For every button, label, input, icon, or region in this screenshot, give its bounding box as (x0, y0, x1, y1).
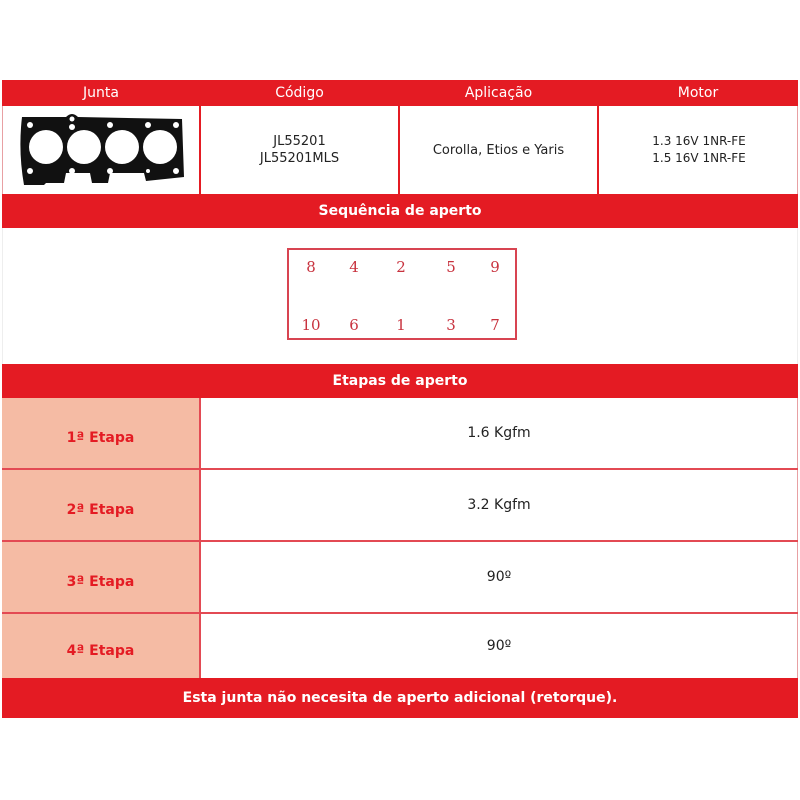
engine-cell (599, 106, 799, 194)
column-header-junta: Junta (83, 85, 119, 101)
gasket-spec-sheet (2, 80, 798, 718)
sequence-number: 7 (490, 316, 500, 334)
stage-value: 1.6 Kgfm (201, 398, 798, 468)
sequence-title-band: Sequência de aperto (2, 194, 798, 228)
stage-label: 2ª Etapa (2, 470, 201, 540)
stage-value: 3.2 Kgfm (201, 470, 798, 540)
stage-label: 4ª Etapa (2, 614, 201, 678)
stage-value: 90º (201, 614, 798, 678)
stage-value: 90º (201, 542, 798, 612)
engine-2: 1.5 16V 1NR-FE (652, 151, 746, 165)
product-row (2, 106, 798, 194)
code-cell (201, 106, 400, 194)
sequence-number: 10 (301, 316, 321, 334)
stage-row (2, 398, 798, 470)
gasket-image-cell (3, 106, 201, 194)
sequence-number: 2 (396, 258, 406, 276)
tightening-sequence-diagram (287, 248, 517, 340)
sequence-number: 3 (446, 316, 456, 334)
sequence-number: 1 (396, 316, 406, 334)
stage-row (2, 470, 798, 542)
column-header-motor: Motor (677, 85, 719, 101)
code-mls: JL55201MLS (259, 151, 340, 166)
code-primary: JL55201 (273, 134, 326, 149)
engine-1: 1.3 16V 1NR-FE (652, 134, 746, 148)
sequence-number: 8 (306, 258, 316, 276)
stage-row (2, 614, 798, 678)
column-header-codigo: Código (275, 85, 324, 101)
sequence-number: 6 (349, 316, 359, 334)
stage-row (2, 542, 798, 614)
sequence-number: 9 (490, 258, 500, 276)
head-gasket-image (16, 111, 186, 189)
retorque-note: Esta junta não necesita de aperto adicional (retorque). (2, 678, 798, 718)
column-header-aplicacao: Aplicação (464, 85, 533, 101)
stages-title-band: Etapas de aperto (2, 364, 798, 398)
table-header (2, 80, 798, 106)
stage-label: 3ª Etapa (2, 542, 201, 612)
sequence-number: 4 (349, 258, 359, 276)
application-cell: Corolla, Etios e Yaris (400, 106, 599, 194)
sequence-area (2, 228, 798, 364)
sequence-number: 5 (446, 258, 456, 276)
stage-label: 1ª Etapa (2, 398, 201, 468)
